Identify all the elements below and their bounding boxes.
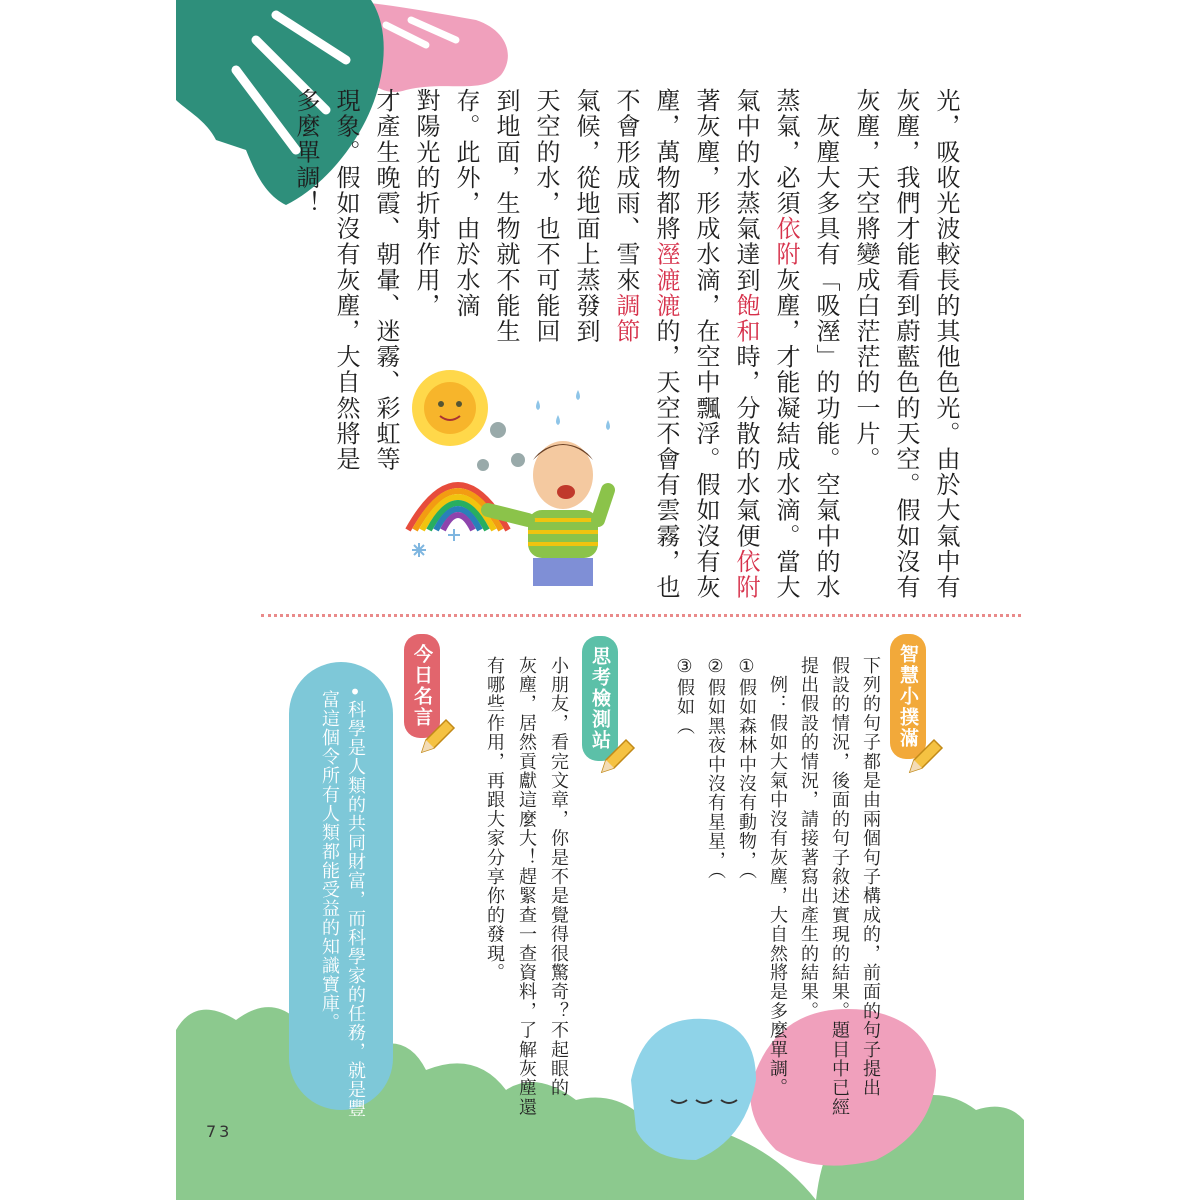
- highlight-word: 依附: [772, 216, 800, 268]
- tag-wisdom: 智慧小撲滿: [890, 634, 926, 759]
- pencil-icon: [596, 738, 636, 778]
- pencil-icon: [416, 718, 456, 758]
- quote-line: 富這個令所有人類都能受益的知識寶庫。: [319, 690, 340, 1032]
- thinking-line: 小朋友，看完文章，你是不是覺得很驚奇？不起眼的: [548, 656, 569, 1098]
- body-column: 灰塵，天空將變成白茫茫的一片。: [852, 88, 880, 472]
- body-column: 對陽光的折射作用，: [412, 88, 440, 319]
- wisdom-line: 下列的句子都是由兩個句子構成的，前面的句子提出: [860, 656, 881, 1098]
- body-column: 多麼單調！: [292, 88, 320, 216]
- highlight-word: 溼漉漉: [652, 241, 680, 319]
- body-column: 塵，萬物都將溼漉漉的，天空不會有雲霧，也: [652, 88, 680, 601]
- body-column: 蒸氣，必須依附灰塵，才能凝結成水滴。當大: [772, 88, 800, 601]
- wisdom-line: 假設的情況，後面的句子敘述實現的結果。題目中已經: [829, 656, 850, 1117]
- snowflake-icon: [412, 529, 460, 557]
- highlight-word: 調節: [612, 292, 640, 345]
- body-column: 到地面，生物就不能生: [492, 88, 520, 344]
- body-column: 氣中的水蒸氣達到飽和時，分散的水氣便依附: [732, 88, 760, 601]
- wisdom-line: 提出假設的情況，請接著寫出產生的結果。: [798, 656, 819, 1021]
- body-column: 氣候，從地面上蒸發到: [572, 88, 600, 344]
- weather-illustration: [388, 360, 628, 590]
- wisdom-line: 例：假如大氣中沒有灰塵，大自然將是多麼單調。: [767, 656, 788, 1098]
- book-page: [176, 0, 1024, 1200]
- pencil-icon: [904, 738, 944, 778]
- highlight-word: 飽和: [732, 292, 760, 345]
- body-column: 存。此外，由於水滴: [452, 88, 480, 319]
- body-column: 灰塵，我們才能看到蔚藍色的天空。假如沒有: [892, 88, 920, 600]
- body-column: 著灰塵，形成水滴，在空中飄浮。假如沒有灰: [692, 88, 720, 600]
- tag-thinking: 思考檢測站: [582, 636, 618, 761]
- wisdom-line: ②假如黑夜中沒有星星，（: [705, 656, 726, 881]
- thinking-line: 灰塵，居然貢獻這麼大！趕緊查一查資料，了解灰塵還: [516, 656, 537, 1117]
- quote-bullet: •: [343, 680, 367, 705]
- body-column: 光，吸收光波較長的其他色光。由於大氣中有: [932, 88, 960, 600]
- page-number: 73: [206, 1122, 233, 1141]
- thinking-line: 有哪些作用，再跟大家分享你的發現。: [484, 656, 505, 983]
- body-column: 現象。假如沒有灰塵，大自然將是: [332, 88, 360, 472]
- body-column: 才產生晚霞、朝暈、迷霧、彩虹等: [372, 88, 400, 472]
- quote-box: [289, 662, 393, 1110]
- wisdom-line: ①假如森林中沒有動物，（: [736, 656, 757, 881]
- body-column: 不會形成雨、雪來調節: [612, 88, 640, 345]
- body-column: 灰塵大多具有「吸溼」的功能。空氣中的水: [812, 88, 840, 600]
- body-column: 天空的水，也不可能回: [532, 88, 560, 344]
- tag-quote: 今日名言: [404, 634, 440, 738]
- sun-icon: [412, 370, 488, 446]
- wisdom-line: ③假如（: [674, 656, 695, 736]
- boy-figure: [488, 441, 608, 586]
- quote-line: 科學是人類的共同財富，而科學家的任務，就是豐: [345, 700, 366, 1118]
- highlight-word: 依附: [732, 548, 760, 601]
- section-divider: [261, 614, 1021, 617]
